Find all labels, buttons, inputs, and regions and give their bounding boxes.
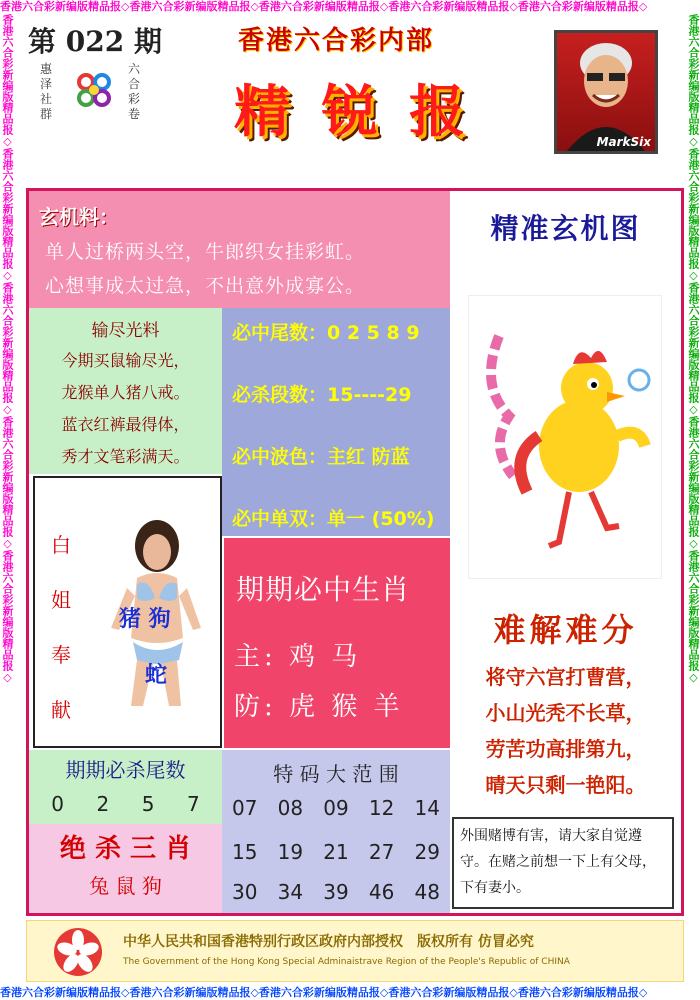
- puzzle-line-1: 将守六宫打曹营，: [485, 665, 646, 689]
- zodiac-main: 主: 鸡 马: [234, 642, 362, 672]
- special-range-row: [232, 880, 440, 904]
- prediction-value-2: 15----29: [327, 384, 412, 406]
- portrait-caption: MarkSix: [596, 135, 651, 149]
- range-number: 39: [323, 880, 349, 904]
- prediction-value-4: 单一 (50%): [327, 508, 435, 530]
- top-border-text: 香港六合彩新编版精品报◇香港六合彩新编版精品报◇香港六合彩新编版精品报◇香港六合彩新编版精品报◇香港六合彩新编版精品报◇: [0, 0, 648, 13]
- puzzle-line-4: 晴天只剩一艳阳。: [485, 773, 646, 797]
- puzzle-title: 难解难分: [493, 611, 638, 649]
- photo-side-char-1: 白: [51, 533, 71, 557]
- footer-cn: 中华人民共和国香港特别行政区政府内部授权 版权所有 仿冒必究: [123, 934, 534, 950]
- zodiac-title: 期期必中生肖: [236, 573, 411, 606]
- footer: [26, 920, 684, 982]
- range-number: 07: [232, 796, 258, 820]
- puzzle-line-2: 小山光秃不长草，: [485, 701, 646, 725]
- range-number: 08: [277, 796, 304, 820]
- prediction-label-4: 必中单双：: [232, 508, 328, 530]
- prediction-value-1: 0 2 5 8 9: [327, 322, 420, 344]
- range-number: 21: [323, 840, 349, 864]
- kill-tail-digit: 5: [141, 792, 155, 816]
- range-number: 34: [277, 880, 304, 904]
- portrait-photo: [554, 30, 658, 154]
- prediction-label-1: 必中尾数：: [232, 322, 328, 344]
- range-number: 46: [368, 880, 395, 904]
- photo-panel: [33, 476, 222, 748]
- range-number: 12: [368, 796, 395, 820]
- prediction-row-2: [232, 380, 411, 407]
- range-number: 27: [368, 840, 395, 864]
- special-range-title: 特 码 大 范 围: [273, 762, 399, 786]
- lose-poem-line-4: 秀才文笔彩满天。: [61, 447, 190, 466]
- right-panel-title: 精准玄机图: [490, 212, 641, 245]
- range-number: 29: [414, 840, 440, 864]
- photo-side-text: [49, 518, 73, 738]
- footer-en: The Government of the Hong Kong Special Adminaistrave Region of the People's Republic of CHINA: [123, 957, 570, 967]
- logo-right-text: 六合彩卷: [128, 62, 141, 121]
- kill-tail-digit: 7: [187, 792, 200, 816]
- kill-three-animals: 兔 鼠 狗: [89, 874, 162, 898]
- predictions-block: [222, 308, 450, 536]
- lose-poem-line-2: 龙猴单人猪八戒。: [61, 383, 190, 402]
- prediction-label-2: 必杀段数：: [232, 384, 328, 406]
- header: [16, 14, 684, 184]
- bauhinia-emblem-icon: [53, 927, 103, 977]
- special-range-block: [222, 750, 450, 913]
- range-number: 14: [414, 796, 440, 820]
- lose-poem-block: [29, 308, 222, 474]
- riddle-label: 玄机料：: [39, 205, 119, 229]
- lose-poem-line-3: 蓝衣红裤最得体，: [61, 415, 190, 434]
- left-border-text: 香港六合彩新编版精品报◇香港六合彩新编版精品报◇香港六合彩新编版精品报◇香港六合彩新编版精品报◇香港六合彩新编版精品报◇: [1, 14, 14, 684]
- logo-left-text: 惠泽社群: [40, 62, 53, 121]
- special-range-row: [232, 796, 440, 820]
- photo-side-char-4: 献: [51, 698, 71, 722]
- prediction-row-1: [232, 318, 420, 345]
- newspaper-title: 精 锐 报: [234, 79, 471, 145]
- riddle-block: [29, 191, 450, 308]
- issue-number: 第 022 期: [28, 25, 162, 58]
- range-number: 30: [232, 880, 258, 904]
- photo-overlay-animals-1: 猪 狗: [119, 606, 171, 632]
- lose-poem-title: 输尽光料: [91, 321, 160, 341]
- prediction-label-3: 必中波色：: [232, 446, 328, 468]
- kill-three-block: [29, 824, 222, 913]
- photo-side-char-2: 姐: [51, 588, 71, 612]
- kill-tail-block: [29, 750, 222, 824]
- riddle-line-1: 单人过桥两头空，牛郎织女挂彩虹。: [45, 241, 366, 263]
- right-border-text: 香港六合彩新编版精品报◇香港六合彩新编版精品报◇香港六合彩新编版精品报◇香港六合彩新编版精品报◇香港六合彩新编版精品报◇: [687, 14, 700, 684]
- photo-overlay-animals-2: 蛇: [145, 662, 168, 688]
- right-panel: [450, 191, 681, 913]
- range-number: 19: [277, 840, 304, 864]
- gambling-notice: 外围赌博有害，请大家自觉遵守。在赌之前想一下上有父母，下有妻小。: [452, 817, 674, 909]
- kill-tail-title: 期期必杀尾数: [65, 758, 186, 782]
- zodiac-block: [224, 538, 450, 748]
- zodiac-guard: 防: 虎 猴 羊: [234, 692, 404, 722]
- rooster-illustration: [468, 295, 662, 579]
- subtitle: 香港六合彩内部: [238, 26, 435, 56]
- range-number: 15: [232, 840, 258, 864]
- kill-tail-digit: 2: [96, 792, 110, 816]
- bottom-border-text: 香港六合彩新编版精品报◇香港六合彩新编版精品报◇香港六合彩新编版精品报◇香港六合彩新编版精品报◇香港六合彩新编版精品报◇: [0, 986, 648, 999]
- kill-three-title: 绝 杀 三 肖: [59, 834, 192, 864]
- prediction-row-4: [232, 504, 434, 531]
- range-number: 48: [414, 880, 440, 904]
- riddle-line-2: 心想事成太过急，不出意外成寡公。: [45, 275, 366, 297]
- prediction-row-3: [232, 442, 410, 469]
- puzzle-line-3: 劳苦功高排第九，: [485, 737, 646, 761]
- kill-tail-digit: 0: [51, 792, 64, 816]
- special-range-row: [232, 840, 440, 864]
- range-number: 09: [323, 796, 349, 820]
- photo-side-char-3: 奉: [51, 643, 71, 667]
- kill-tail-digits: [35, 792, 216, 816]
- prediction-value-3: 主红 防蓝: [327, 446, 410, 468]
- lose-poem-line-1: 今期买鼠输尽光，: [61, 351, 190, 370]
- lottery-logo-icon: [74, 70, 114, 110]
